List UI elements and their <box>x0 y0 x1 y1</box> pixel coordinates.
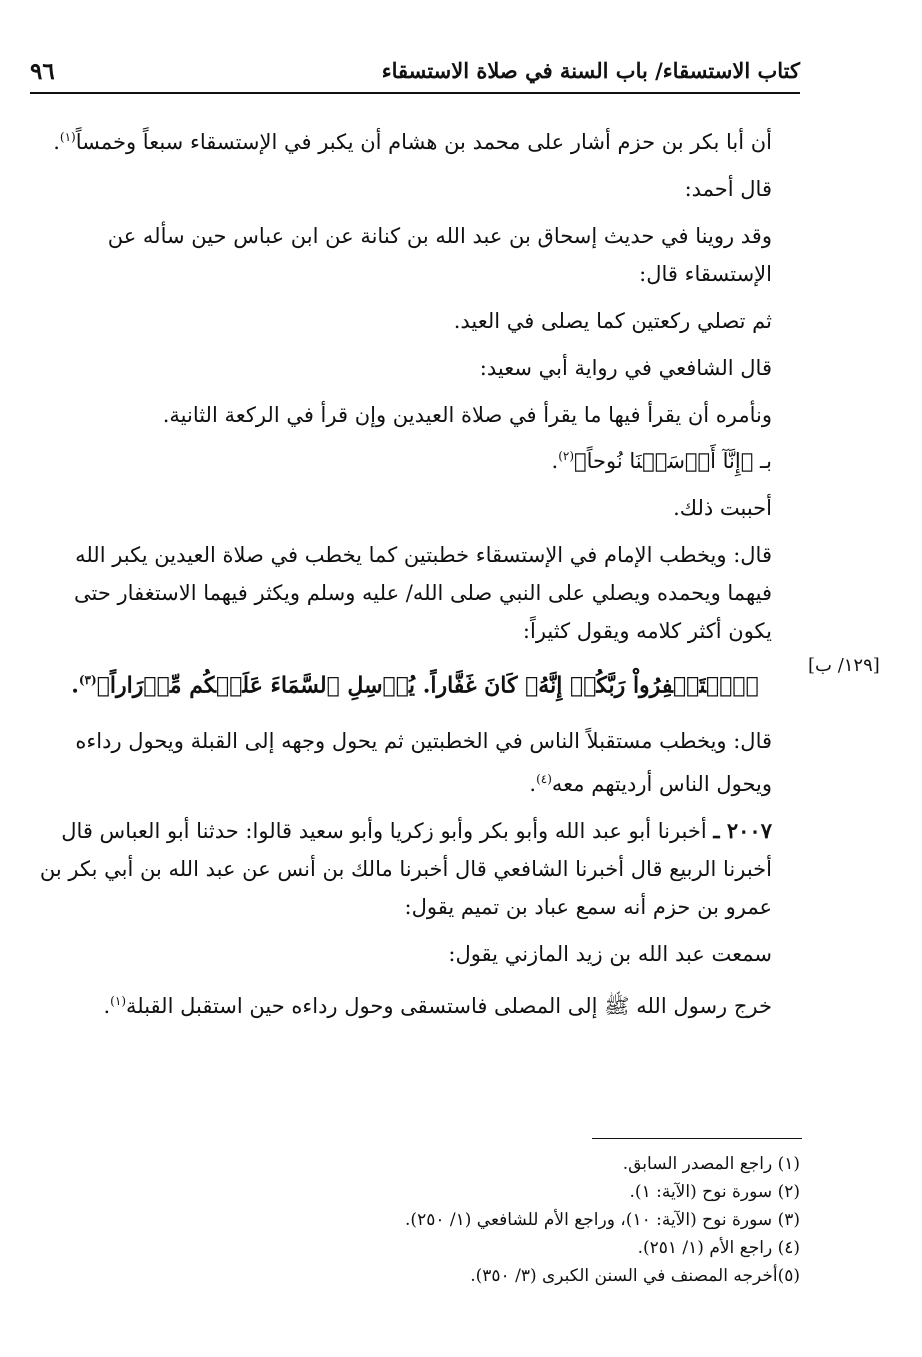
hadith-2007 <box>30 812 800 926</box>
main-text <box>30 118 800 1034</box>
paragraph-5: قال الشافعي في رواية أبي سعيد: <box>479 356 772 380</box>
hadith-text: أخبرنا أبو عبد الله وأبو بكر وأبو زكريا وأبو سعيد قالوا: حدثنا أبو العباس قال أخبرنا الربيع قال أخبرنا الشافعي قال أخبرنا مالك بن أنس عن عبد الله بن أبي بكر بن عمرو بن حزم أنه سمع عباد بن تميم يقول: <box>39 819 772 920</box>
footnote-ref: (١) <box>59 130 76 144</box>
paragraph-8: أحببت ذلك. <box>673 496 772 520</box>
paragraph-2: قال أحمد: <box>684 177 772 201</box>
hadith-number: ٢٠٠٧ ـ <box>713 818 772 844</box>
running-header <box>30 58 800 94</box>
header-title: كتاب الاستسقاء/ باب السنة في صلاة الاستسقاء <box>381 58 800 83</box>
footnote-ref: (١) <box>110 994 126 1009</box>
footnote-ref: (٣) <box>78 673 97 687</box>
paragraph-4: ثم تصلي ركعتين كما يصلى في العيد. <box>453 309 772 333</box>
footnote-ref: (٢) <box>558 449 575 463</box>
paragraph-13-text: خرج رسول الله ﷺ إلى المصلى فاستسقى وحول رداءه حين استقبل القبلة <box>126 994 772 1019</box>
paragraph-10: قال: ويخطب مستقبلاً الناس في الخطبتين ثم يحول وجهه إلى القبلة ويحول رداءه ويحول الناس أرديتهم معه$^{(٤)}$. <box>75 729 772 797</box>
footnote-4: (٤) راجع الأم (١/ ٢٥١). <box>637 1238 800 1258</box>
paragraph-7: بـ ﴿إِنَّآ أَرۡسَلۡنَا نُوحاً﴾$^{(٢)}$. <box>551 449 772 473</box>
footnote-separator <box>592 1138 802 1139</box>
margin-folio-note: [١٢٩/ ب] <box>808 655 880 676</box>
paragraph-1: أن أبا بكر بن حزم أشار على محمد بن هشام أن يكبر في الإستسقاء سبعاً وخمساً$^{(١)}$. <box>53 130 772 154</box>
footnotes <box>30 1150 800 1290</box>
footnote-2: (٢) سورة نوح (الآية: ١). <box>629 1182 800 1202</box>
footnote-1: (١) راجع المصدر السابق. <box>622 1154 800 1174</box>
paragraph-3: وقد روينا في حديث إسحاق بن عبد الله بن كنانة عن ابن عباس حين سأله عن الإستسقاء قال: <box>107 224 772 286</box>
paragraph-13: خرج رسول الله ﷺ إلى المصلى فاستسقى وحول رداءه حين استقبل القبلة$^{(١)}$. <box>103 994 772 1019</box>
paragraph-12: سمعت عبد الله بن زيد المازني يقول: <box>448 942 772 967</box>
footnote-5: (٥)أخرجه المصنف في السنن الكبرى (٣/ ٣٥٠). <box>470 1266 800 1286</box>
paragraph-6: ونأمره أن يقرأ فيها ما يقرأ في صلاة العيدين وإن قرأ في الركعة الثانية. <box>162 403 772 427</box>
quran-quote: ﴿ٱسۡتَغۡفِرُواْ رَبَّكُمۡ إِنَّهُۥ كَانَ غَفَّاراً. يُرۡسِلِ ٱلسَّمَاءَ عَلَيۡكُم مِّدۡرَاراً﴾$^{(٣)}$. <box>71 672 759 699</box>
footnote-ref: (٤) <box>536 772 552 787</box>
paragraph-1-text: أن أبا بكر بن حزم أشار على محمد بن هشام أن يكبر في الإستسقاء سبعاً وخمساً <box>75 130 772 154</box>
quran-quote-text: ﴿ٱسۡتَغۡفِرُواْ رَبَّكُمۡ إِنَّهُۥ كَانَ غَفَّاراً. يُرۡسِلِ ٱلسَّمَاءَ عَلَيۡكُم مِّدۡرَاراً﴾ <box>96 672 759 699</box>
footnote-3: (٣) سورة نوح (الآية: ١٠)، وراجع الأم للشافعي (١/ ٢٥٠). <box>405 1210 800 1230</box>
page-number: ٩٦ <box>30 58 55 85</box>
quran-citation-nuh-1: بـ ﴿إِنَّآ أَرۡسَلۡنَا نُوحاً﴾ <box>574 449 772 473</box>
paragraph-9: قال: ويخطب الإمام في الإستسقاء خطبتين كما يخطب في صلاة العيدين يكبر الله فيهما ويحمده ويصلي على النبي صلى الله/ عليه وسلم ويكثر فيهما الاستغفار حتى يكون أكثر كلامه ويقول كثيراً: <box>74 543 772 643</box>
paragraph-10-text: قال: ويخطب مستقبلاً الناس في الخطبتين ثم يحول وجهه إلى القبلة ويحول رداءه ويحول الناس أرديتهم معه <box>75 729 772 797</box>
